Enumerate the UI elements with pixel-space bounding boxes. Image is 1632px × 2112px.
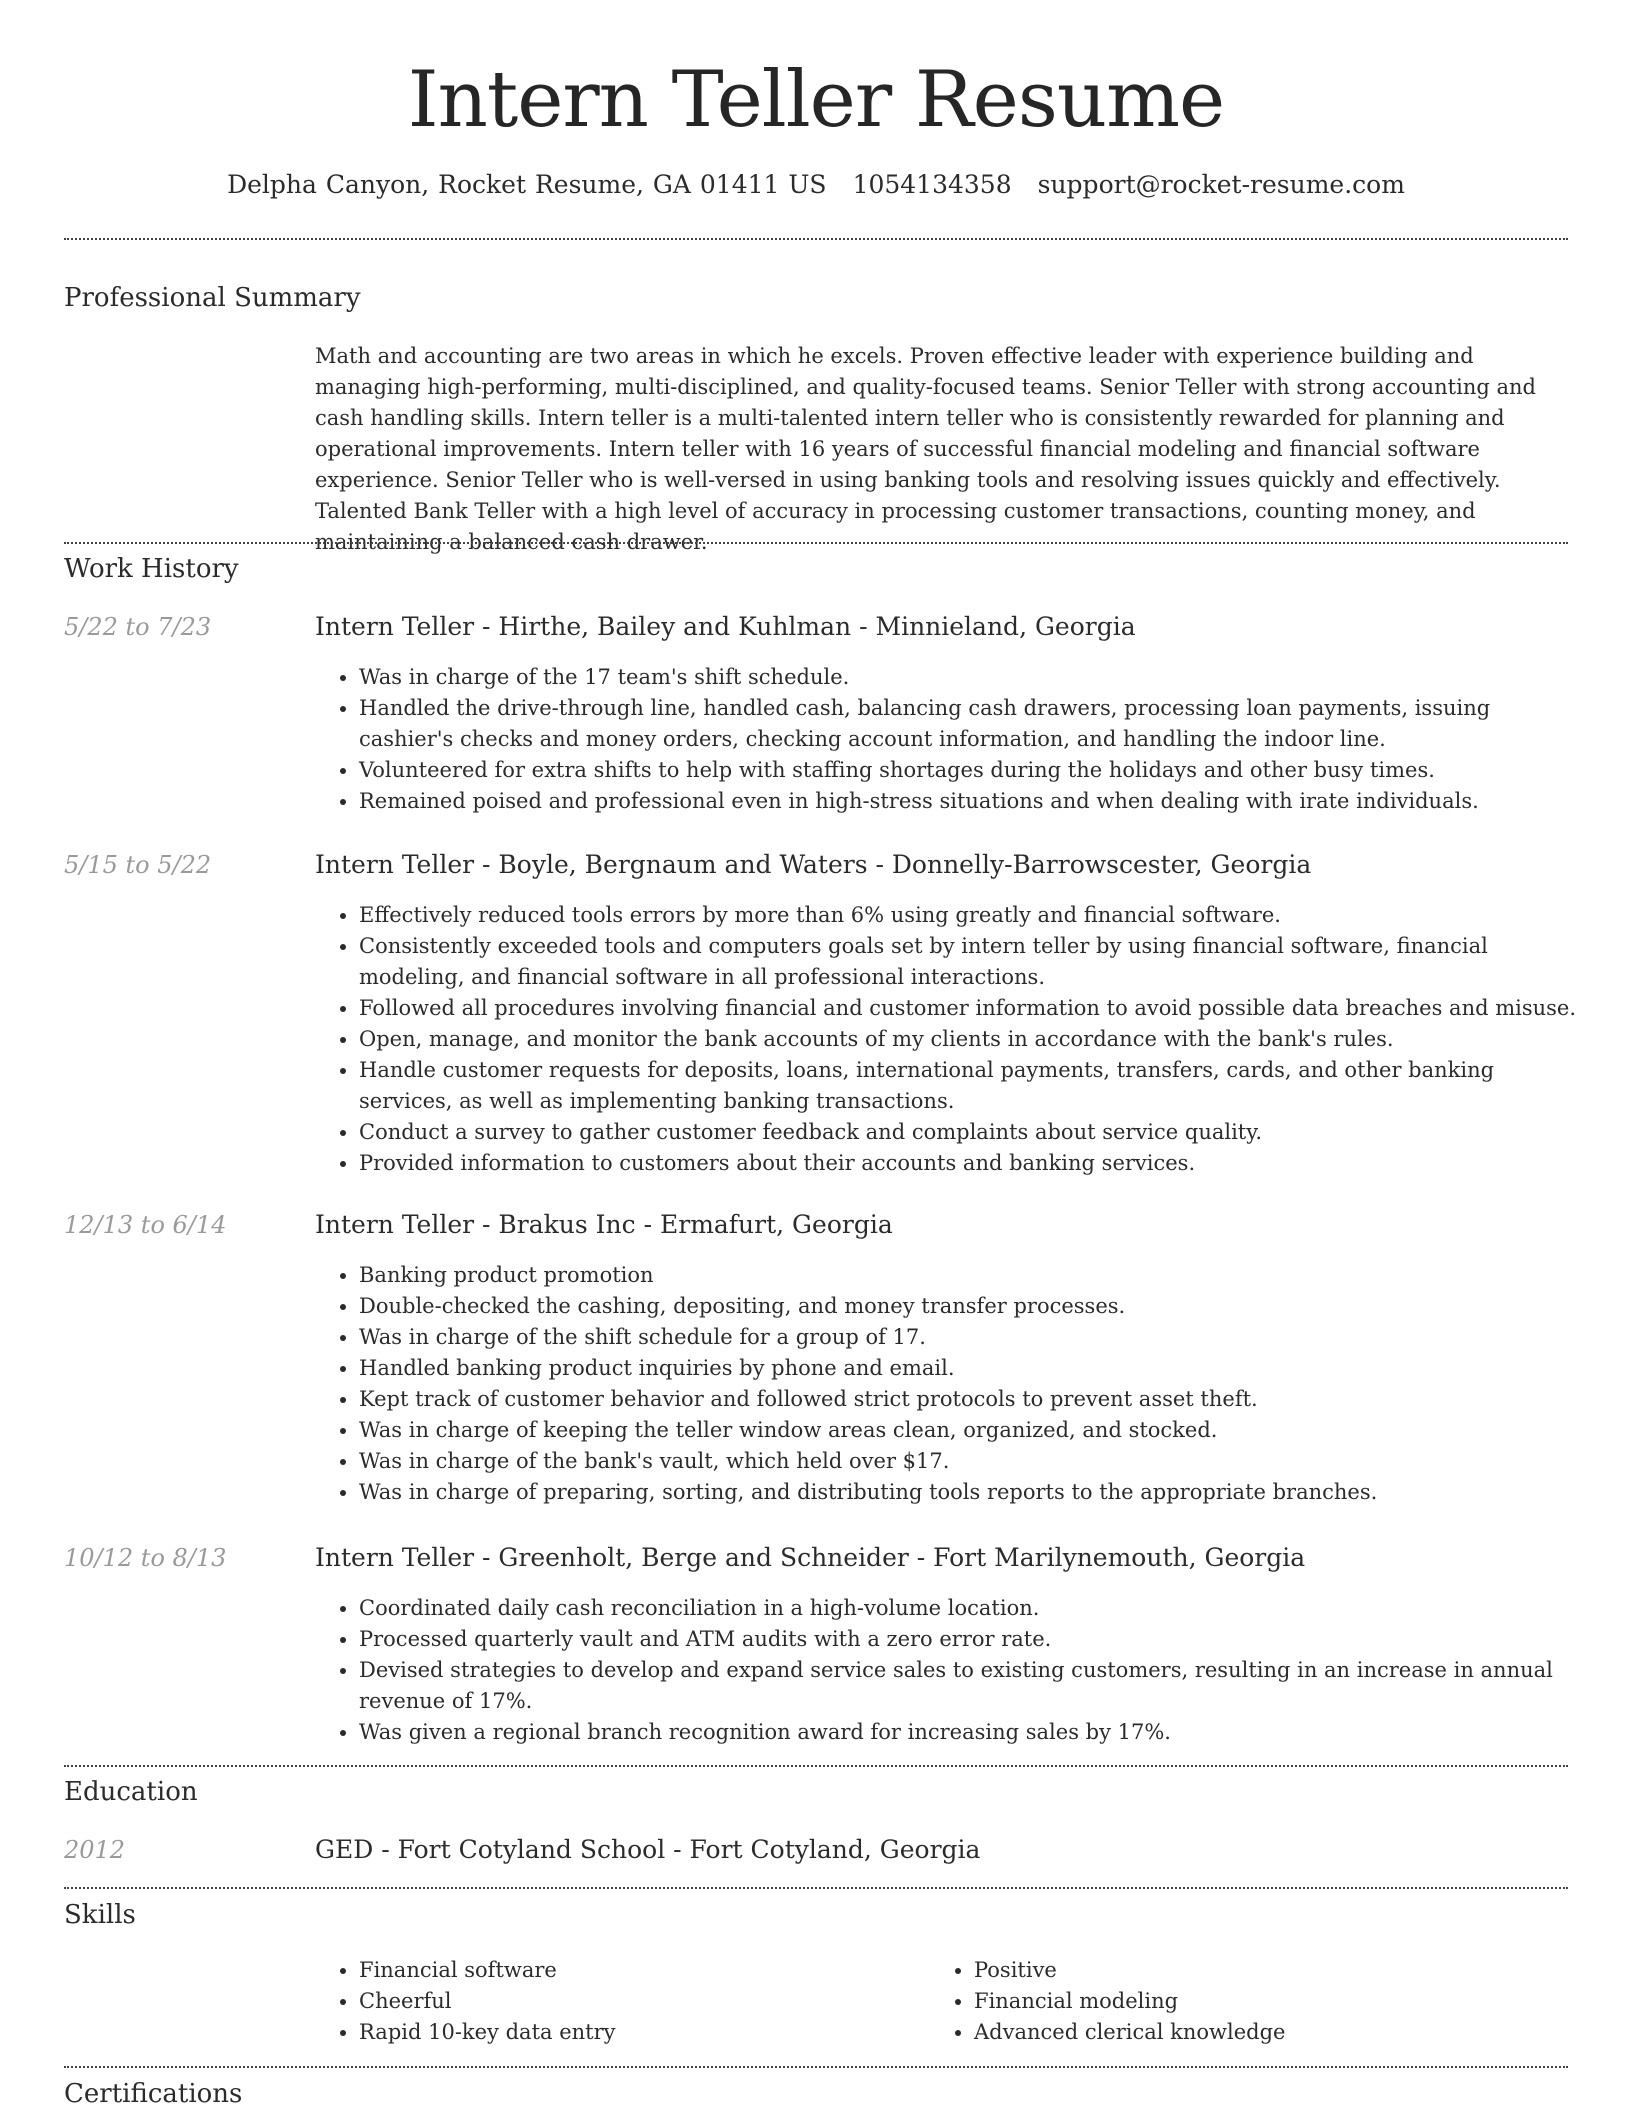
skills-list-left — [315, 1955, 919, 2048]
job-bullets — [315, 662, 1579, 817]
education-heading: Education — [64, 1777, 198, 1807]
education-year: 2012 — [64, 1836, 126, 1864]
certifications-heading: Certifications — [64, 2079, 243, 2109]
job-bullet: • Double-checked the cashing, depositing, and money transfer processes. — [359, 1291, 1579, 1322]
job-bullet: • Was in charge of keeping the teller window areas clean, organized, and stocked. — [359, 1415, 1579, 1446]
job-bullet: • Conduct a survey to gather customer feedback and complaints about service quality. — [359, 1117, 1579, 1148]
job-bullet: • Followed all procedures involving financial and customer information to avoid possible data breaches and misuse. — [359, 993, 1579, 1024]
contact-line — [0, 168, 1632, 202]
job-bullet: • Was in charge of preparing, sorting, and distributing tools reports to the appropriate branches. — [359, 1477, 1579, 1508]
job-bullets — [315, 1260, 1579, 1508]
section-divider — [64, 2066, 1568, 2068]
job-bullets — [315, 1593, 1579, 1748]
job-title: Intern Teller - Boyle, Bergnaum and Waters - Donnelly-Barrowscester, Georgia — [315, 850, 1312, 879]
job-bullet: • Volunteered for extra shifts to help with staffing shortages during the holidays and other busy times. — [359, 755, 1579, 786]
contact-email: support@rocket-resume.com — [1037, 170, 1405, 199]
job-bullet: • Processed quarterly vault and ATM audits with a zero error rate. — [359, 1624, 1579, 1655]
section-divider — [64, 542, 1568, 544]
section-divider — [64, 1765, 1568, 1767]
job-bullet: • Was in charge of the bank's vault, which held over $17. — [359, 1446, 1579, 1477]
job-bullet: • Consistently exceeded tools and computers goals set by intern teller by using financial software, financial modeling, and financial software in all professional interactions. — [359, 931, 1579, 993]
education-entry: GED - Fort Cotyland School - Fort Cotyland, Georgia — [315, 1835, 981, 1864]
job-dates: 5/15 to 5/22 — [64, 851, 212, 879]
job-bullet: • Handled the drive-through line, handled cash, balancing cash drawers, processing loan payments, issuing cashier's checks and money orders, checking account information, and handling the indoor line. — [359, 693, 1579, 755]
skill-item: • Cheerful — [359, 1986, 919, 2017]
job-bullet: • Coordinated daily cash reconciliation in a high-volume location. — [359, 1593, 1579, 1624]
job-bullet: • Was in charge of the shift schedule for a group of 17. — [359, 1322, 1579, 1353]
skill-item: • Advanced clerical knowledge — [974, 2017, 1534, 2048]
job-title: Intern Teller - Brakus Inc - Ermafurt, Georgia — [315, 1210, 893, 1239]
job-bullets — [315, 900, 1579, 1179]
job-title: Intern Teller - Greenholt, Berge and Schneider - Fort Marilynemouth, Georgia — [315, 1543, 1306, 1572]
job-bullet: • Devised strategies to develop and expand service sales to existing customers, resulting in an increase in annual revenue of 17%. — [359, 1655, 1579, 1717]
job-title: Intern Teller - Hirthe, Bailey and Kuhlman - Minnieland, Georgia — [315, 612, 1136, 641]
job-bullet: • Handle customer requests for deposits, loans, international payments, transfers, cards, and other banking services, as well as implementing banking transactions. — [359, 1055, 1579, 1117]
section-divider — [64, 238, 1568, 240]
page-title: Intern Teller Resume — [407, 55, 1225, 145]
section-divider — [64, 1887, 1568, 1889]
job-bullet: • Handled banking product inquiries by phone and email. — [359, 1353, 1579, 1384]
skill-item: • Financial modeling — [974, 1986, 1534, 2017]
job-dates: 5/22 to 7/23 — [64, 613, 212, 641]
skills-list-right — [930, 1955, 1534, 2048]
skill-item: • Financial software — [359, 1955, 919, 1986]
job-dates: 10/12 to 8/13 — [64, 1544, 227, 1572]
contact-phone: 1054134358 — [852, 170, 1012, 199]
job-bullet: • Was given a regional branch recognition award for increasing sales by 17%. — [359, 1717, 1579, 1748]
job-bullet: • Provided information to customers about their accounts and banking services. — [359, 1148, 1579, 1179]
job-bullet: • Remained poised and professional even in high-stress situations and when dealing with irate individuals. — [359, 786, 1579, 817]
work-history-heading: Work History — [64, 554, 239, 584]
job-bullet: • Effectively reduced tools errors by more than 6% using greatly and financial software. — [359, 900, 1579, 931]
skill-item: • Rapid 10-key data entry — [359, 2017, 919, 2048]
summary-text: Math and accounting are two areas in which he excels. Proven effective leader with experience building and managing high-performing, multi-disciplined, and quality-focused teams. Senior Teller with strong accounting and cash handling skills. Intern teller is a multi-talented intern teller who is consistently rewarded for planning and operational improvements. Intern teller with 16 years of successful financial modeling and financial software experience. Senior Teller who is well-versed in using banking tools and resolving issues quickly and effectively. Talented Bank Teller with a high level of accuracy in processing customer transactions, counting money, and maintaining a balanced cash drawer. — [315, 344, 1536, 554]
job-dates: 12/13 to 6/14 — [64, 1211, 227, 1239]
contact-address: Delpha Canyon, Rocket Resume, GA 01411 US — [227, 170, 827, 199]
job-bullet: • Was in charge of the 17 team's shift schedule. — [359, 662, 1579, 693]
summary-heading: Professional Summary — [64, 283, 361, 313]
skill-item: • Positive — [974, 1955, 1534, 1986]
skills-heading: Skills — [64, 1900, 136, 1930]
job-bullet: • Open, manage, and monitor the bank accounts of my clients in accordance with the bank's rules. — [359, 1024, 1579, 1055]
job-bullet: • Banking product promotion — [359, 1260, 1579, 1291]
job-bullet: • Kept track of customer behavior and followed strict protocols to prevent asset theft. — [359, 1384, 1579, 1415]
